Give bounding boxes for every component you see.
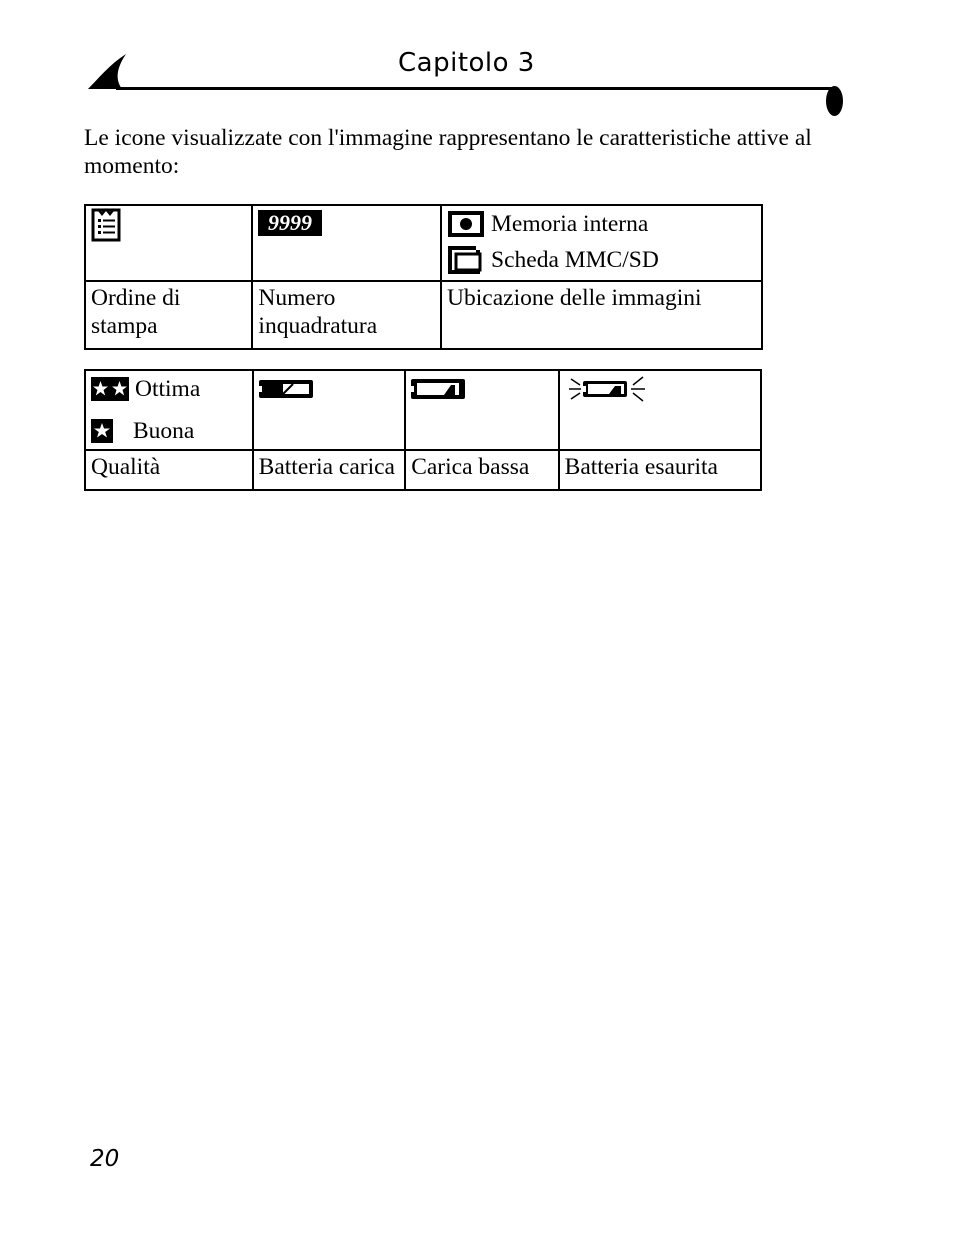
label-cell: Batteria carica (253, 450, 406, 490)
icon-cell (559, 370, 761, 450)
icon-legend-line (91, 413, 252, 449)
label-cell: Ordine di stampa (85, 281, 252, 349)
status-icons-table-2 (84, 369, 762, 491)
print-order-icon (91, 206, 123, 242)
labels-row (85, 450, 761, 490)
chapter-swash-icon (88, 54, 128, 90)
label-cell: Qualità (85, 450, 253, 490)
labels-row (85, 281, 762, 349)
page-number: 20 (90, 1146, 120, 1172)
icon-legend-text: Buona (133, 418, 195, 444)
intro-paragraph: Le icone visualizzate con l'immagine rappresentano le caratteristiche attive al momento: (84, 125, 812, 179)
label-cell: Carica bassa (405, 450, 558, 490)
icons-row (85, 205, 762, 281)
icon-cell (252, 205, 441, 281)
battery-empty-flashing-icon (565, 371, 649, 407)
icon-cell (85, 370, 253, 450)
icon-cell (405, 370, 558, 450)
frame-counter-icon (258, 210, 322, 238)
memory-card-icon (447, 245, 485, 275)
label-cell: Batteria esaurita (559, 450, 761, 490)
icon-cell (253, 370, 406, 450)
icon-legend-text: Scheda MMC/SD (491, 247, 659, 273)
frame-counter-text: 9999 (268, 210, 313, 235)
status-icons-table-1 (84, 204, 763, 350)
battery-low-icon (411, 379, 465, 399)
icon-legend-text: Memoria interna (491, 211, 649, 237)
chapter-title: Capitolo 3 (398, 48, 535, 78)
icon-legend-line (447, 206, 761, 242)
icon-legend-text: Ottima (135, 376, 201, 402)
battery-full-icon (259, 380, 313, 398)
label-cell: Numero inquadratura (252, 281, 441, 349)
one-star-icon (91, 418, 113, 444)
icons-row (85, 370, 761, 450)
icon-legend-line (447, 242, 761, 278)
icon-cell (85, 205, 252, 281)
header-rule (116, 87, 834, 90)
camera-internal-memory-icon (447, 210, 485, 238)
two-stars-icon (91, 376, 129, 402)
icon-legend-line (91, 371, 252, 407)
label-cell: Ubicazione delle immagini (441, 281, 762, 349)
icon-cell (441, 205, 762, 281)
header-end-mark (826, 86, 843, 116)
